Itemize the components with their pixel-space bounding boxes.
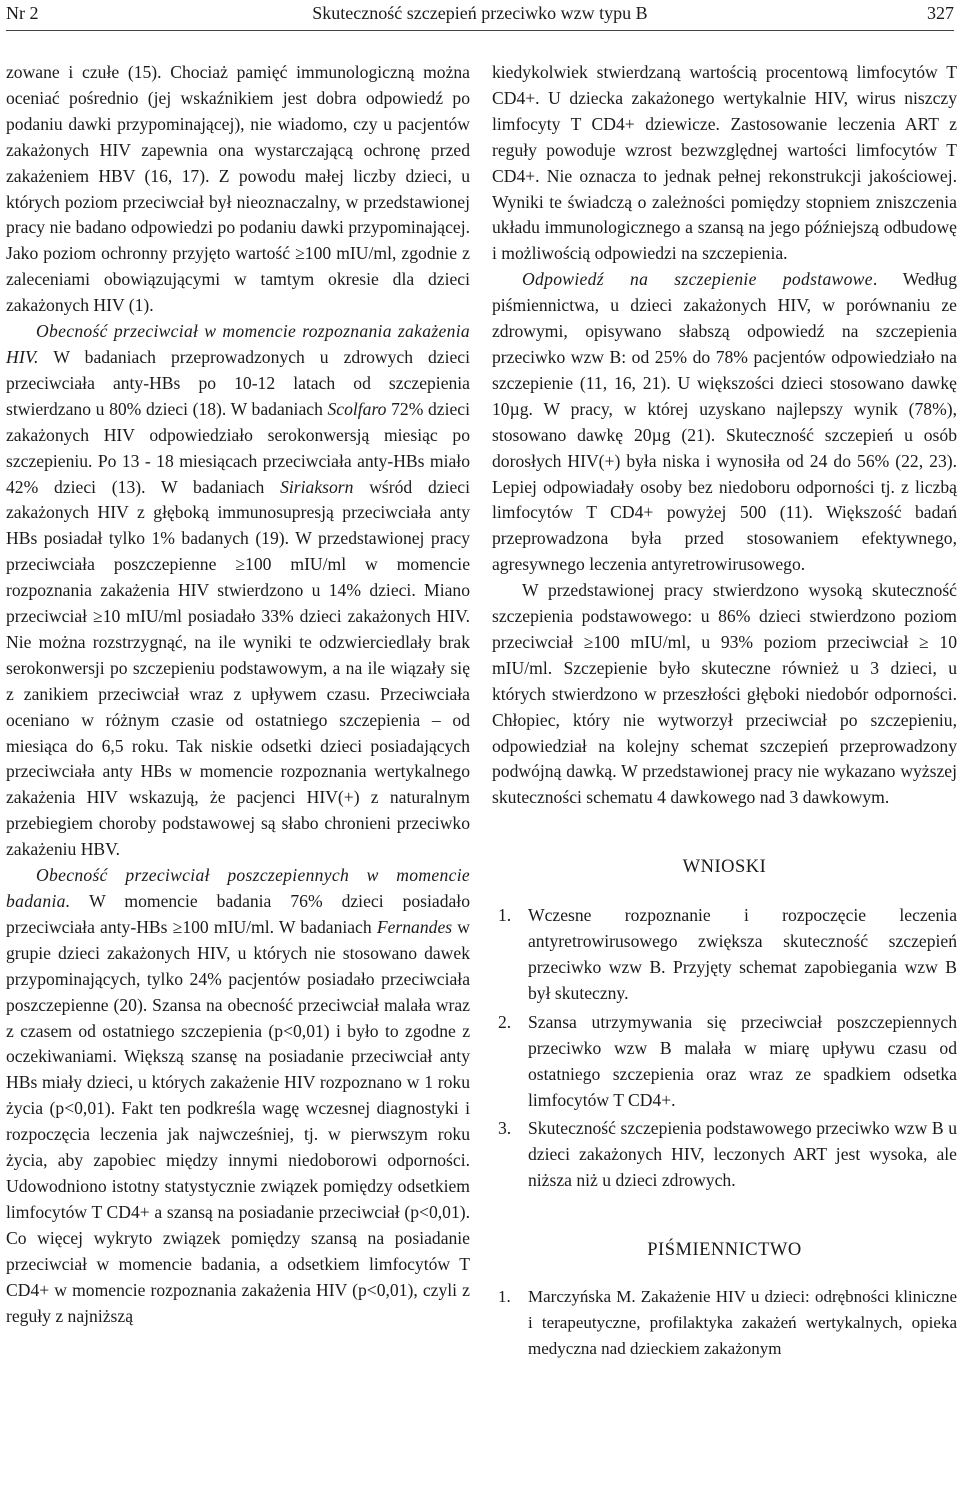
header-divider [6,30,954,31]
list-number: 2. [498,1011,512,1032]
page-number: 327 [927,3,954,23]
subsection-heading: Obecność przeciwciał poszczepiennych w momencie badania. [6,865,470,911]
conclusions-heading: WNIOSKI [682,857,767,878]
issue-number: Nr 2 [6,3,39,23]
running-title: Skuteczność szczepień przeciwko wzw typu B [312,3,648,23]
author-name: Scolfaro [327,398,387,419]
paragraph: kiedykolwiek stwierdzaną wartością procentową limfocytów T CD4+. U dziecka zakażonego wertykalnie HIV, wirus niszczy limfocyty T CD4+ dziewicze. Zastosowanie leczenia ART z reguły powoduje wzrost bezwzględnej wartości limfocytów T CD4+. Nie oznacza to jednak pełnej rekonstrukcji jakościowej. Wyniki te świadczą o zależności pomiędzy stopniem zniszczenia układu immunologicznego a szansą na jego późniejszą odbudowę i możliwością odpowiedzi na szczepienia. [492,62,957,264]
subsection-heading: Odpowiedź na szczepienie podstawowe [522,269,873,290]
conclusions-list [492,903,957,1194]
reference-item: 1. Marczyńska M. Zakażenie HIV u dzieci: odrębności kliniczne i terapeutyczne, profilaktyka zakażeń wertykalnych, opieka medyczna nad dzieckiem zakażonym [492,1284,957,1362]
right-column [492,60,957,1365]
paragraph: W przedstawionej pracy stwierdzono wysoką skuteczność szczepienia podstawowego: u 86% dzieci stwierdzono poziom przeciwciał ≥100 mIU/ml, u 93% poziom przeciwciał ≥ 10 mIU/ml. Szczepienie było skuteczne również u 3 dzieci, u których stwierdzono w przeszłości głęboki niedobór odporności. Chłopiec, który nie wytworzył przeciwciał po szczepieniu, odpowiedział na kolejny schemat szczepień przeprowadzony podwójną dawką. W przedstawionej pracy nie wykazano wyższej skuteczności schematu 4 dawkowego nad 3 dawkowym. [492,580,957,808]
paragraph: Obecność przeciwciał w momencie rozpoznania zakażenia HIV. W badaniach przeprowadzonych u zdrowych dzieci przeciwciała anty-HBs po 10-12 latach od szczepienia stwierdzano u 80% dzieci (18). W badaniach Scolfaro 72% dzieci zakażonych HIV odpowiedziało serokonwersją miesiąc po szczepieniu. Po 13 - 18 miesiącach przeciwciała anty-HBs miało 42% dzieci (13). W badaniach Siriaksorn wśród dzieci zakażonych HIV z głęboką immunosupresją przeciwciała anty HBs posiadał tylko 1% badanych (19). W przedstawionej pracy przeciwciała poszczepienne ≥100 mIU/ml w momencie rozpoznania zakażenia HIV stwierdzono u 14% dzieci. Miano przeciwciał ≥10 mIU/ml posiadało 33% dzieci zakażonych HIV. Nie można rozstrzygnąć, na ile wyniki te odzwierciedlały brak serokonwersji po szczepieniu podstawowym, a na ile wiązały się z zanikiem przeciwciał wraz z upływem czasu. Przeciwciała oceniano w różnym czasie od ostatniego szczepienia – od miesiąca do 6,5 roku. Tak niskie odsetki dzieci posiadających przeciwciała anty HBs w momencie rozpoznania wertykalnego zakażenia HIV wskazują, że pacjenci HIV(+) z naturalnym przebiegiem choroby podstawowej są słabo chronieni przeciwko zakażeniu HBV. [6,321,470,860]
reference-number: 1. [498,1287,511,1307]
list-number: 1. [498,905,512,926]
paragraph: Obecność przeciwciał poszczepiennych w momencie badania. W momencie badania 76% dzieci posiadało przeciwciała anty-HBs ≥100 mIU/ml. W badaniach Fernandes w grupie dzieci zakażonych HIV, u których nie stosowano dawek przypominających, tylko 24% pacjentów posiadało przeciwciała poszczepienne (20). Szansa na obecność przeciwciał malała wraz z czasem od ostatniego szczepienia (p<0,01) i było to zgodne z oczekiwaniami. Większą szansę na posiadanie przeciwciał anty HBs miały dzieci, u których zakażenie HIV rozpoznano w 1 roku życia (p<0,01). Fakt ten podkreśla wagę wczesnej diagnostyki i rozpoczęcia leczenia jak najwcześniej, tj. w pierwszym roku życia, aby zapobiec między innymi niedoborowi odporności. Udowodniono istotny statystycznie związek pomiędzy odsetkiem limfocytów T CD4+ a szansą na posiadanie przeciwciał (p<0,01). Co więcej wykryto związek pomiędzy szansą na posiadanie przeciwciał w momencie badania, a odsetkiem limfocytów T CD4+ w momencie rozpoznania zakażenia HIV (p<0,01), czyli z reguły z najniższą [6,865,470,1326]
references-list [492,1284,957,1362]
running-header [6,0,954,32]
references-heading: PIŚMIENNICTWO [647,1240,802,1261]
list-item: 3. Skuteczność szczepienia podstawowego przeciwko wzw B u dzieci zakażonych HIV, leczonych ART jest wysoka, ale niższa niż u dzieci zdrowych. [498,1118,957,1191]
author-name: Siriaksorn [280,476,354,497]
left-column [6,60,470,1329]
paragraph: Odpowiedź na szczepienie podstawowe. Według piśmiennictwa, u dzieci zakażonych HIV, w porównaniu ze zdrowymi, opisywano słabszą odpowiedź na szczepienia przeciwko wzw B: od 25% do 78% pacjentów odpowiedziało na szczepienie (11, 16, 21). U większości dzieci stosowano dawkę 10µg. W pracy, w której uzyskano najlepszy wynik (78%), stosowano dawkę 20µg (21). Skuteczność szczepień u osób dorosłych HIV(+) była niska i wynosiła od 24 do 56% (22, 23). Lepiej odpowiadały osoby bez niedoboru odporności tj. z liczbą limfocytów T CD4+ powyżej 500 (11). Większość badań przeprowadzona była przed stosowaniem efektywnego, agresywnego leczenia antyretrowirusowego. [492,269,957,575]
list-number: 3. [498,1118,512,1139]
paragraph: zowane i czułe (15). Chociaż pamięć immunologiczną można oceniać pośrednio (jej wskaźnikiem jest dobra odpowiedź po podaniu dawki przypominającej), nie wiadomo, czy u pacjentów zakażonych HIV zapewnia ona wystarczającą ochronę przed zakażeniem HBV (16, 17). Z powodu małej liczby dzieci, u których poziom przeciwciał był nieoznaczalny, w przedstawionej pracy nie badano odpowiedzi po podaniu dawki przypominającej. Jako poziom ochronny przyjęto wartość ≥100 mIU/ml, zgodnie z zaleceniami obowiązującymi w tamtym okresie dla dzieci zakażonych HIV (1). [6,62,470,316]
author-name: Fernandes [376,916,453,937]
list-item: 1. Wczesne rozpoznanie i rozpoczęcie leczenia antyretrowirusowego zwiększa skuteczność szczepień przeciwko wzw B. Przyjęty schemat zapobiegania wzw B był skuteczny. [498,905,957,1003]
list-item: 2. Szansa utrzymywania się przeciwciał poszczepiennych przeciwko wzw B malała w miarę upływu czasu od ostatniego szczepienia oraz wraz ze spadkiem odsetka limfocytów T CD4+. [498,1011,957,1110]
subsection-heading: Obecność przeciwciał w momencie rozpoznania zakażenia HIV. [6,321,470,367]
